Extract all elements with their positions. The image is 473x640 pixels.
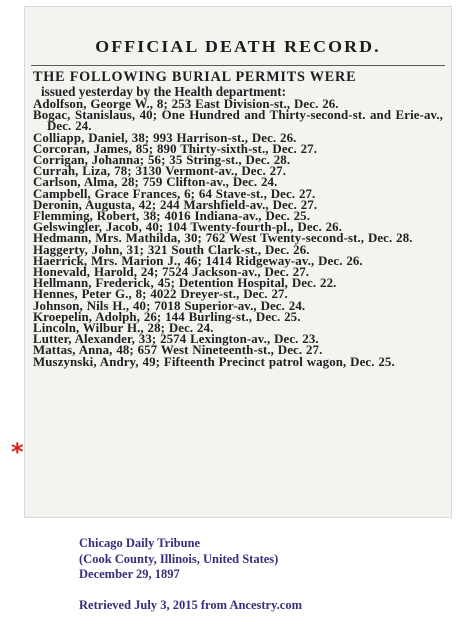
burial-permit-entry: Haerrick, Mrs. Marion J., 46; 1414 Ridgeway-av., Dec. 26. — [33, 253, 363, 268]
clipping-heading: THE FOLLOWING BURIAL PERMITS WERE — [33, 69, 357, 85]
burial-permit-entry: Adolfson, George W., 8; 253 East Division-st., Dec. 26. — [33, 97, 339, 111]
burial-permit-entry: Deronin, Augusta, 42; 244 Marshfield-av., Dec. 27. — [33, 197, 318, 212]
burial-permit-entry: Honevald, Harold, 24; 7524 Jackson-av., Dec. 27. — [33, 265, 310, 280]
burial-permit-entry: Kroepelin, Adolph, 26; 144 Burling-st., Dec. 25. — [33, 309, 301, 324]
citation-date: December 29, 1897 — [79, 567, 180, 581]
burial-permit-entry: Currah, Liza, 78; 3130 Vermont-av., Dec. 27. — [33, 164, 287, 179]
asterisk-marker-icon: * — [11, 438, 24, 466]
burial-permit-entry: Colliapp, Daniel, 38; 993 Harrison-st., Dec. 26. — [33, 130, 297, 145]
burial-permit-entry: Bogac, Stanislaus, 40; One Hundred and Thirty-second-st. and Erie-av., Dec. 24. — [33, 108, 443, 134]
burial-permit-entry: Mattas, Anna, 48; 657 West Nineteenth-st., Dec. 27. — [33, 343, 323, 358]
burial-permit-entry: Johnson, Nils H., 40; 7018 Superior-av., Dec. 24. — [33, 298, 306, 313]
burial-permit-entry: Gelswingler, Jacob, 40; 104 Twenty-fourth-pl., Dec. 26. — [33, 220, 343, 235]
burial-permit-entry: Corrigan, Johanna; 56; 35 String-st., Dec. 28. — [33, 153, 291, 168]
burial-permit-entry: Carlson, Alma, 28; 759 Clifton-av., Dec. 24. — [33, 175, 278, 190]
citation-location: (Cook County, Illinois, United States) — [79, 551, 279, 566]
newspaper-clipping — [24, 6, 452, 518]
clipping-subheading: issued yesterday by the Health department: — [41, 84, 287, 99]
burial-permit-entry: Haggerty, John, 31; 321 South Clark-st., Dec. 26. — [33, 242, 310, 257]
burial-permit-entry: Muszynski, Andry, 49; Fifteenth Precinct patrol wagon, Dec. 25. — [33, 354, 395, 369]
burial-permit-entry: Corcoran, James, 85; 890 Thirty-sixth-st., Dec. 27. — [33, 141, 318, 156]
citation-retrieved: Retrieved July 3, 2015 from Ancestry.com — [79, 597, 302, 612]
truncated-entry — [33, 368, 443, 375]
burial-permit-entry: Hennes, Peter G., 8; 4022 Dreyer-st., Dec. 27. — [33, 287, 288, 302]
citation-newspaper: Chicago Daily Tribune — [79, 536, 201, 550]
burial-permit-list — [33, 99, 443, 375]
source-citation — [79, 536, 459, 613]
burial-permit-entry: Lincoln, Wilbur H., 28; Dec. 24. — [33, 321, 214, 336]
clipping-title: OFFICIAL DEATH RECORD. — [95, 37, 381, 56]
title-rule — [31, 65, 445, 66]
burial-permit-entry: Campbell, Grace Frances, 6; 64 Stave-st., Dec. 27. — [33, 186, 316, 201]
burial-permit-entry: Hellmann, Frederick, 45; Detention Hospital, Dec. 22. — [33, 276, 337, 291]
burial-permit-entry: Hedmann, Mrs. Mathilda, 30; 762 West Twenty-second-st., Dec. 28. — [33, 231, 413, 246]
burial-permit-entry-highlighted: Lutter, Alexander, 33; 2574 Lexington-av., Dec. 23. — [33, 332, 319, 347]
burial-permit-entry: Flemming, Robert, 38; 4016 Indiana-av., Dec. 25. — [33, 209, 311, 224]
citation-spacer — [79, 583, 459, 598]
